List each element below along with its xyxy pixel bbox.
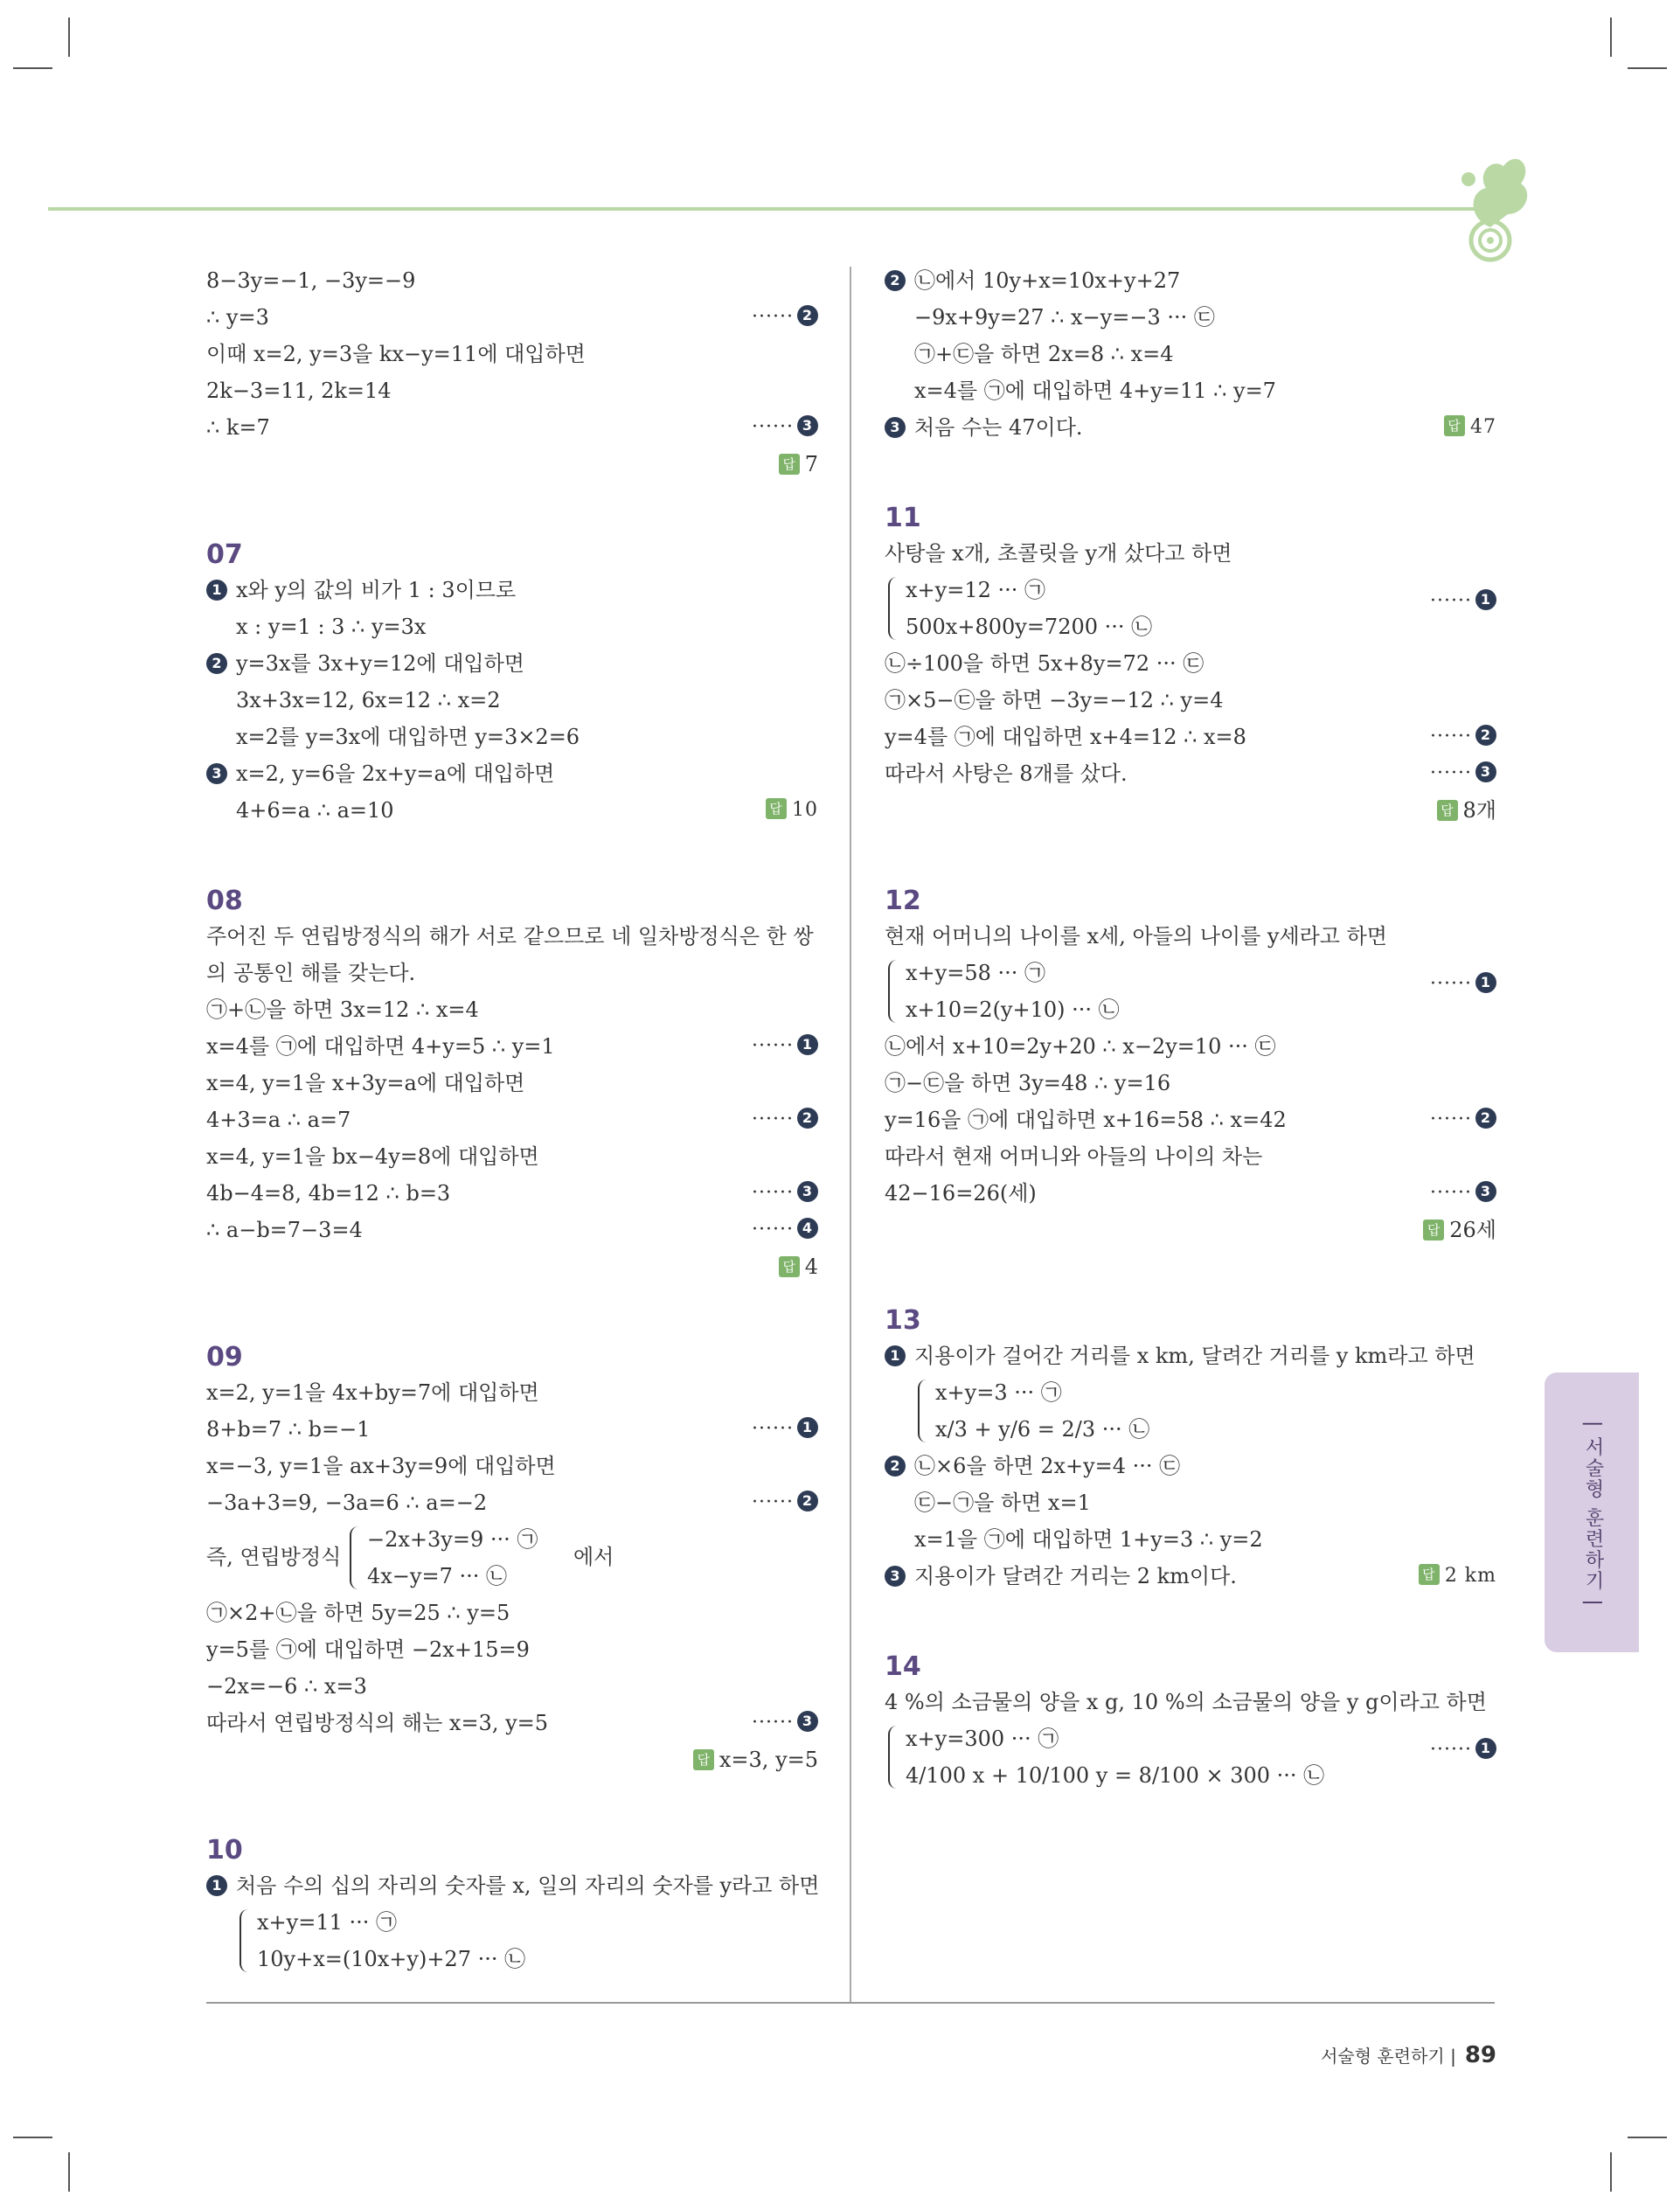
right-column: [885, 262, 1496, 1794]
crop-mark: [13, 67, 52, 69]
solution-line: −9x+9y=27 ∴ x−y=−3 ··· ㉢: [914, 305, 1215, 330]
solution-line: ㉠−㉢을 하면 3y=48 ∴ y=16: [885, 1071, 1171, 1095]
solution-line: 2 ㉡에서 10y+x=10x+y+27: [885, 262, 1496, 299]
header-rule: [48, 207, 1490, 211]
answer-icon: 답: [1437, 800, 1458, 821]
equation-system: x+y=3 ··· ㉠ x/3 + y/6 = 2/3 ··· ㉡: [914, 1374, 1496, 1448]
problem-number: 11: [885, 503, 921, 533]
step-marker: ······ 2: [1430, 1102, 1496, 1138]
problem-number: 13: [885, 1305, 921, 1336]
solution-line: 8−3y=−1, −3y=−9: [206, 268, 416, 293]
solution-line: x=2를 y=3x에 대입하면 y=3×2=6: [236, 725, 580, 749]
solution-line: 4+3=a ∴ a=7 ······ 2: [206, 1102, 818, 1138]
solution-line: 주어진 두 연립방정식의 해가 서로 같으므로 네 일차방정식은 한 쌍: [206, 924, 814, 949]
solution-line: x=4, y=1을 x+3y=a에 대입하면: [206, 1071, 525, 1095]
solution-line: ㉠+㉢을 하면 2x=8 ∴ x=4: [914, 342, 1174, 366]
leaf-ornament-icon: [1442, 140, 1538, 271]
answer-icon: 답: [1423, 1220, 1444, 1240]
problem-number: 14: [885, 1651, 921, 1682]
answer: 답 8개: [885, 792, 1496, 829]
answer: 답 4: [206, 1248, 818, 1285]
footer-rule: [206, 2002, 1495, 2004]
solution-line: y=5를 ㉠에 대입하면 −2x+15=9: [206, 1637, 530, 1662]
solution-line: ∴ k=7 ······ 3: [206, 409, 818, 446]
solution-line: 의 공통인 해를 갖는다.: [206, 961, 416, 985]
page-footer: [1321, 2042, 1496, 2068]
step-marker: ······ 4: [752, 1212, 818, 1248]
problem-number: 12: [885, 886, 921, 916]
solution-line: ∴ a−b=7−3=4 ······ 4: [206, 1212, 818, 1248]
problem-number: 09: [206, 1342, 243, 1373]
answer: 답 26세: [885, 1212, 1496, 1248]
solution-line: 4b−4=8, 4b=12 ∴ b=3 ······ 3: [206, 1175, 818, 1212]
solution-line: 1 x와 y의 값의 비가 1 : 3이므로: [206, 572, 818, 608]
problem-10: [206, 1822, 818, 1977]
solution-line: 따라서 현재 어머니와 아들의 나이의 차는: [885, 1144, 1263, 1169]
solution-line: ∴ y=3 ······ 2: [206, 299, 818, 336]
problem-11: [885, 490, 1496, 829]
continued-solution: [885, 262, 1496, 446]
step-marker: ······ 3: [1430, 755, 1496, 792]
problem-08: [206, 872, 818, 1285]
solution-line: x=4, y=1을 bx−4y=8에 대입하면: [206, 1144, 539, 1169]
crop-mark: [68, 17, 70, 57]
equation-system: x+y=58 ··· ㉠ x+10=2(y+10) ··· ㉡ ······ 1: [885, 955, 1496, 1028]
answer: 답 10: [766, 792, 818, 829]
answer: 답 47: [1444, 409, 1496, 446]
step-marker: ······ 1: [752, 1028, 818, 1065]
footer-section-title: 서술형 훈련하기 |: [1321, 2046, 1456, 2067]
answer: 답 7: [206, 446, 818, 483]
solution-line: 따라서 사탕은 8개를 샀다. ······ 3: [885, 755, 1496, 792]
problem-number: 10: [206, 1835, 243, 1866]
solution-line: 3 x=2, y=6을 2x+y=a에 대입하면: [206, 755, 818, 792]
step-marker: ······ 1: [752, 1411, 818, 1448]
crop-mark: [1628, 2137, 1667, 2138]
solution-line: ㉠+㉡을 하면 3x=12 ∴ x=4: [206, 997, 479, 1022]
column-divider: [850, 267, 851, 2002]
problem-13: [885, 1292, 1496, 1595]
answer-icon: 답: [1444, 415, 1465, 436]
crop-mark: [1610, 2152, 1612, 2192]
answer-icon: 답: [779, 1256, 800, 1277]
step-marker: ······ 3: [752, 1705, 818, 1741]
answer-icon: 답: [693, 1749, 714, 1770]
side-section-tab: | 서술형 훈련하기 |: [1545, 1373, 1639, 1652]
equation-system: x+y=12 ··· ㉠ 500x+800y=7200 ··· ㉡ ······ 1: [885, 572, 1496, 645]
step-marker: ······ 2: [1430, 719, 1496, 755]
answer: 답 x=3, y=5: [206, 1741, 818, 1778]
continued-solution: [206, 262, 818, 483]
equation-system: x+y=11 ··· ㉠ 10y+x=(10x+y)+27 ··· ㉡: [236, 1904, 818, 1977]
step-marker: ······ 3: [752, 409, 818, 446]
step-marker: ······ 3: [752, 1175, 818, 1212]
solution-line: 1 지용이가 걸어간 거리를 x km, 달려간 거리를 y km라고 하면: [885, 1338, 1496, 1374]
solution-line: ㉡에서 x+10=2y+20 ∴ x−2y=10 ··· ㉢: [885, 1034, 1276, 1059]
solution-line: 사탕을 x개, 초콜릿을 y개 샀다고 하면: [885, 541, 1232, 566]
left-column: [206, 262, 818, 1977]
equation-system: −2x+3y=9 ··· ㉠ 4x−y=7 ··· ㉡: [346, 1521, 538, 1595]
solution-line: 3 처음 수는 47이다. 답 47: [885, 409, 1496, 446]
solution-line: 이때 x=2, y=3을 kx−y=11에 대입하면: [206, 342, 586, 366]
problem-14: [885, 1638, 1496, 1794]
step-marker: ······ 1: [1430, 1739, 1496, 1761]
solution-line: 4 %의 소금물의 양을 x g, 10 %의 소금물의 양을 y g이라고 하면: [885, 1690, 1487, 1714]
crop-mark: [68, 2152, 70, 2192]
step-marker: ······ 1: [1430, 590, 1496, 612]
solution-line: x=1을 ㉠에 대입하면 1+y=3 ∴ y=2: [914, 1527, 1263, 1552]
step-marker: ······ 2: [752, 1484, 818, 1521]
solution-line: 2k−3=11, 2k=14: [206, 379, 392, 403]
solution-line: −2x=−6 ∴ x=3: [206, 1674, 367, 1699]
solution-line: 8+b=7 ∴ b=−1 ······ 1: [206, 1411, 818, 1448]
solution-line: ㉢−㉠을 하면 x=1: [914, 1491, 1091, 1515]
solution-line: x=4를 ㉠에 대입하면 4+y=5 ∴ y=1 ······ 1: [206, 1028, 818, 1065]
answer-icon: 답: [779, 454, 800, 475]
page-number: 89: [1464, 2042, 1496, 2068]
answer: 답 2 km: [1419, 1558, 1496, 1595]
solution-line: x=2, y=1을 4x+by=7에 대입하면: [206, 1380, 539, 1405]
solution-line: 2 ㉡×6을 하면 2x+y=4 ··· ㉢: [885, 1448, 1496, 1484]
problem-number: 07: [206, 539, 243, 570]
solution-line: y=16을 ㉠에 대입하면 x+16=58 ∴ x=42 ······ 2: [885, 1102, 1496, 1138]
answer-icon: 답: [1419, 1564, 1440, 1585]
solution-line: −3a+3=9, −3a=6 ∴ a=−2 ······ 2: [206, 1484, 818, 1521]
solution-line: 3x+3x=12, 6x=12 ∴ x=2: [236, 688, 501, 712]
solution-line: 3 지용이가 달려간 거리는 2 km이다. 답 2 km: [885, 1558, 1496, 1595]
equation-system-row: 즉, 연립방정식 −2x+3y=9 ··· ㉠ 4x−y=7 ··· ㉡ 에서: [206, 1521, 818, 1595]
answer-icon: 답: [766, 798, 787, 819]
crop-mark: [13, 2137, 52, 2138]
problem-09: [206, 1329, 818, 1778]
step-marker: ······ 2: [752, 1102, 818, 1138]
solution-line: 현재 어머니의 나이를 x세, 아들의 나이를 y세라고 하면: [885, 924, 1387, 949]
solution-line: x : y=1 : 3 ∴ y=3x: [236, 615, 427, 639]
solution-line: 따라서 연립방정식의 해는 x=3, y=5 ······ 3: [206, 1705, 818, 1741]
equation-system: x+y=300 ··· ㉠ 4/100 x + 10/100 y = 8/100 × 300 ··· ㉡ ······ 1: [885, 1720, 1496, 1794]
crop-mark: [1628, 67, 1667, 69]
problem-07: [206, 526, 818, 829]
solution-line: y=4를 ㉠에 대입하면 x+4=12 ∴ x=8 ······ 2: [885, 719, 1496, 755]
solution-line: 4+6=a ∴ a=10 답 10: [206, 792, 818, 829]
problem-number: 08: [206, 886, 243, 916]
solution-line: 2 y=3x를 3x+y=12에 대입하면: [206, 645, 818, 682]
solution-line: ㉠×2+㉡을 하면 5y=25 ∴ y=5: [206, 1601, 510, 1625]
solution-line: ㉠×5−㉢을 하면 −3y=−12 ∴ y=4: [885, 688, 1224, 712]
solution-line: x=−3, y=1을 ax+3y=9에 대입하면: [206, 1454, 556, 1478]
step-marker: ······ 2: [752, 299, 818, 336]
step-marker: ······ 1: [1430, 973, 1496, 995]
solution-line: ㉡÷100을 하면 5x+8y=72 ··· ㉢: [885, 651, 1204, 676]
step-marker: ······ 3: [1430, 1175, 1496, 1212]
solution-line: x=4를 ㉠에 대입하면 4+y=11 ∴ y=7: [914, 379, 1276, 403]
solution-line: 42−16=26(세) ······ 3: [885, 1175, 1496, 1212]
problem-12: [885, 872, 1496, 1248]
solution-line: 1 처음 수의 십의 자리의 숫자를 x, 일의 자리의 숫자를 y라고 하면: [206, 1867, 818, 1904]
crop-mark: [1610, 17, 1612, 57]
